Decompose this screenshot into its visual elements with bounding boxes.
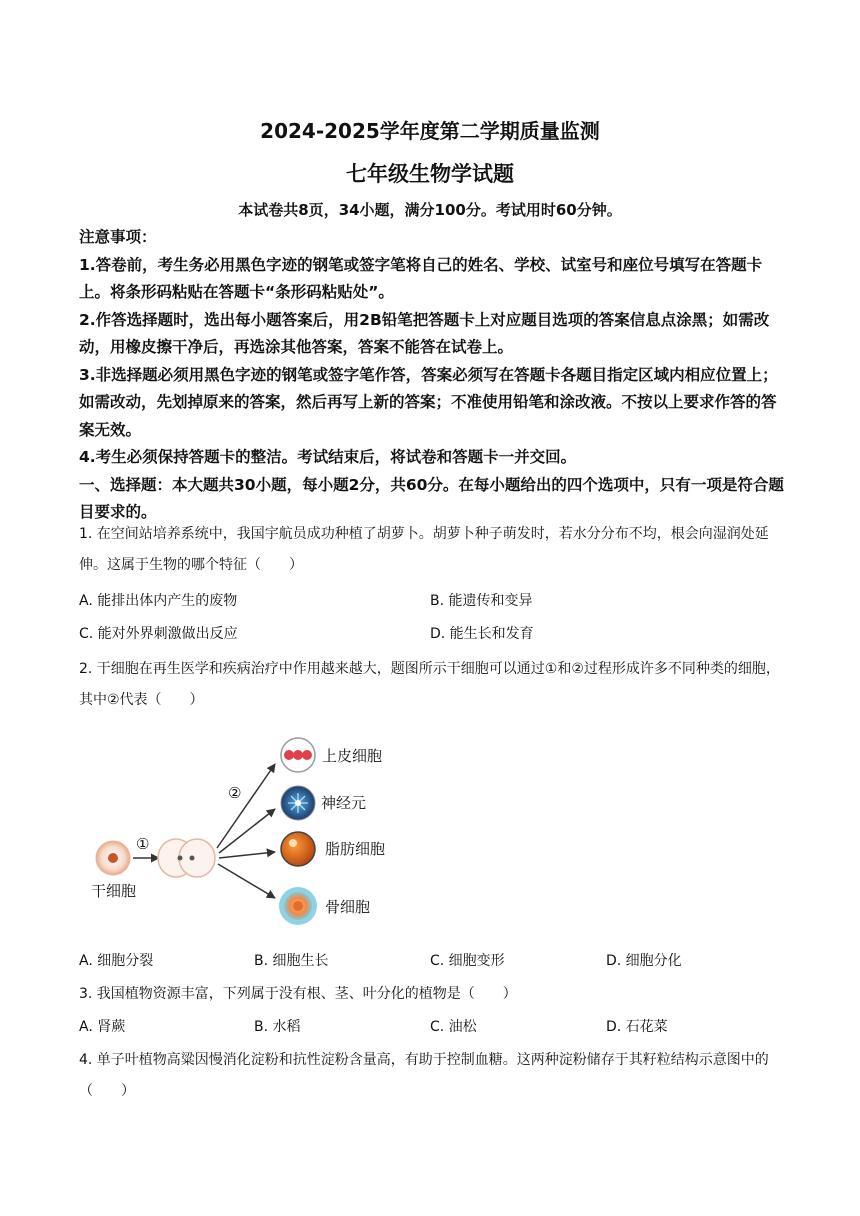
exam-title: 2024-2025学年度第二学期质量监测 bbox=[260, 119, 600, 143]
notes-section bbox=[79, 224, 784, 527]
question-2-stem bbox=[79, 654, 784, 716]
question-1-option-d: D. 能生长和发育 bbox=[430, 626, 534, 642]
question-1-option-c: C. 能对外界刺激做出反应 bbox=[79, 626, 238, 642]
question-2-text: 2. 干细胞在再生医学和疾病治疗中作用越来越大，题图所示干细胞可以通过①和②过程形成许多不同种类的细胞，其中②代表（ ） bbox=[79, 661, 780, 708]
stem-cell-icon bbox=[96, 841, 130, 875]
note-item-3: 3.非选择题必须用黑色字迹的钢笔或签字笔作答，答案必须写在答题卡各题目指定区域内相应位置上；如需改动，先划掉原来的答案，然后再写上新的答案；不准使用铅笔和涂改液。不按以上要求作答的答案无效。 bbox=[79, 365, 778, 439]
fat-cell-label: 脂肪细胞 bbox=[325, 840, 386, 858]
question-2-option-b: B. 细胞生长 bbox=[254, 953, 329, 969]
fat-cell-icon bbox=[281, 832, 315, 866]
question-2-option-a: A. 细胞分裂 bbox=[79, 953, 154, 969]
bone-cell-label: 骨细胞 bbox=[325, 898, 371, 916]
question-3-option-a: A. 肾蕨 bbox=[79, 1019, 126, 1035]
step-1-label: ① bbox=[136, 835, 150, 853]
section-heading: 一、选择题：本大题共30小题，每小题2分，共60分。在每小题给出的四个选项中，只有一项是符合题目要求的。 bbox=[79, 475, 784, 521]
neuron-label: 神经元 bbox=[321, 794, 367, 812]
neuron-icon bbox=[281, 786, 315, 820]
notes-heading: 注意事项： bbox=[79, 228, 157, 246]
question-1-stem bbox=[79, 519, 784, 581]
note-item-1: 1.答卷前，考生务必用黑色字迹的钢笔或签字笔将自己的姓名、学校、试室号和座位号填写在答题卡上。将条形码粘贴在答题卡“条形码粘贴处”。 bbox=[79, 255, 763, 301]
question-4-stem bbox=[79, 1045, 784, 1107]
question-3-text: 3. 我国植物资源丰富，下列属于没有根、茎、叶分化的植物是（ ） bbox=[79, 986, 517, 1002]
arrow-to-epithelial bbox=[217, 764, 275, 848]
stem-cell-label: 干细胞 bbox=[91, 882, 137, 900]
epithelial-cell-label: 上皮细胞 bbox=[322, 747, 383, 765]
question-3-option-c: C. 油松 bbox=[430, 1019, 477, 1035]
arrow-to-neuron bbox=[219, 809, 275, 853]
epithelial-cell-icon bbox=[281, 738, 315, 772]
question-1-option-a: A. 能排出体内产生的废物 bbox=[79, 593, 238, 609]
question-3-stem bbox=[79, 979, 784, 1010]
bone-cell-icon bbox=[279, 887, 317, 925]
exam-subject-title: 七年级生物学试题 bbox=[346, 162, 514, 186]
question-1-text: 1. 在空间站培养系统中，我国宇航员成功种植了胡萝卜。胡萝卜种子萌发时，若水分分布不均，根会向湿润处延伸。这属于生物的哪个特征（ ） bbox=[79, 526, 769, 573]
note-item-2: 2.作答选择题时，选出每小题答案后，用2B铅笔把答题卡上对应题目选项的答案信息点涂黑；如需改动，用橡皮擦干净后，再选涂其他答案，答案不能答在试卷上。 bbox=[79, 310, 770, 356]
dividing-cells-icon bbox=[158, 839, 215, 877]
question-2-option-c: C. 细胞变形 bbox=[430, 953, 505, 969]
question-2-option-d: D. 细胞分化 bbox=[606, 953, 682, 969]
arrow-to-fat-cell bbox=[219, 852, 275, 858]
arrow-to-bone-cell bbox=[218, 864, 275, 898]
exam-info: 本试卷共8页，34小题，满分100分。考试用时60分钟。 bbox=[238, 201, 622, 219]
stem-cell-figure bbox=[79, 718, 419, 938]
question-4-text: 4. 单子叶植物高粱因慢消化淀粉和抗性淀粉含量高，有助于控制血糖。这两种淀粉储存于其籽粒结构示意图中的（ ） bbox=[79, 1052, 769, 1099]
step-2-label: ② bbox=[228, 784, 242, 802]
question-3-option-b: B. 水稻 bbox=[254, 1019, 301, 1035]
question-3-option-d: D. 石花菜 bbox=[606, 1019, 668, 1035]
question-1-option-b: B. 能遗传和变异 bbox=[430, 593, 533, 609]
note-item-4: 4.考生必须保持答题卡的整洁。考试结束后，将试卷和答题卡一并交回。 bbox=[79, 448, 577, 466]
